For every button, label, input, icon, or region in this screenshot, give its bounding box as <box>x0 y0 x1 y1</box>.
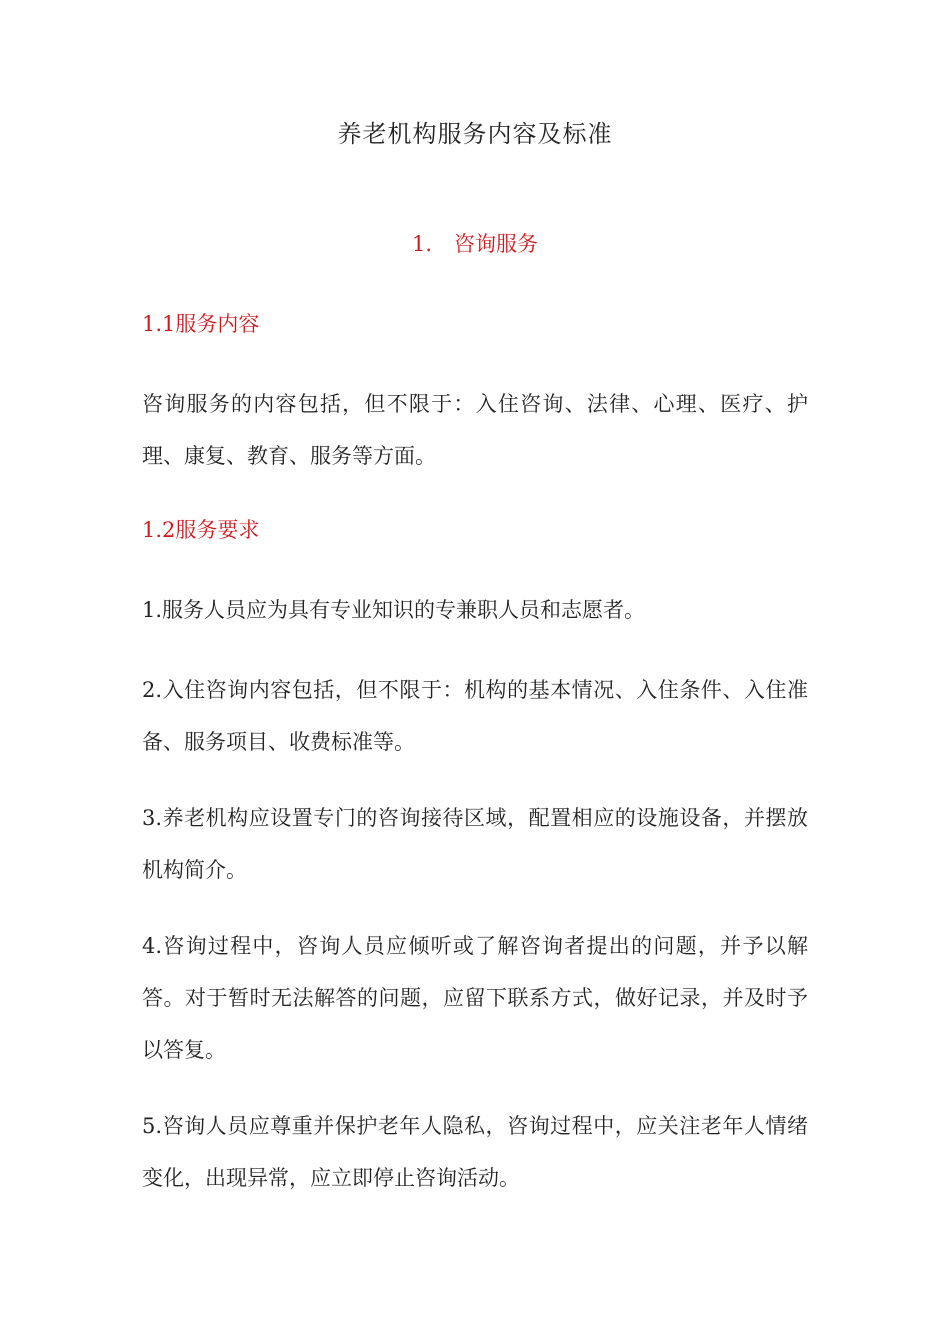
section-title: 咨询服务 <box>454 232 539 256</box>
requirement-item-5: 5.咨询人员应尊重并保护老年人隐私，咨询过程中，应关注老年人情绪变化，出现异常，应立即停止咨询活动。 <box>142 1114 808 1190</box>
requirement-item-2: 2.入住咨询内容包括，但不限于：机构的基本情况、入住条件、入住准备、服务项目、收费标准等。 <box>142 678 808 754</box>
requirement-item-3: 3.养老机构应设置专门的咨询接待区域，配置相应的设施设备，并摆放机构简介。 <box>142 806 808 882</box>
requirement-item-4: 4.咨询过程中，咨询人员应倾听或了解咨询者提出的问题，并予以解答。对于暂时无法解答的问题，应留下联系方式，做好记录，并及时予以答复。 <box>142 934 808 1062</box>
document-title: 养老机构服务内容及标准 <box>337 120 613 148</box>
requirement-item-1: 1.服务人员应为具有专业知识的专兼职人员和志愿者。 <box>142 598 646 622</box>
subsection-heading-requirements: 1.2服务要求 <box>142 518 260 542</box>
section-number: 1. <box>411 232 433 256</box>
section-heading <box>0 228 950 260</box>
subsection-heading-content: 1.1服务内容 <box>142 312 260 336</box>
paragraph-content-intro: 咨询服务的内容包括，但不限于：入住咨询、法律、心理、医疗、护理、康复、教育、服务等方面。 <box>142 392 808 468</box>
